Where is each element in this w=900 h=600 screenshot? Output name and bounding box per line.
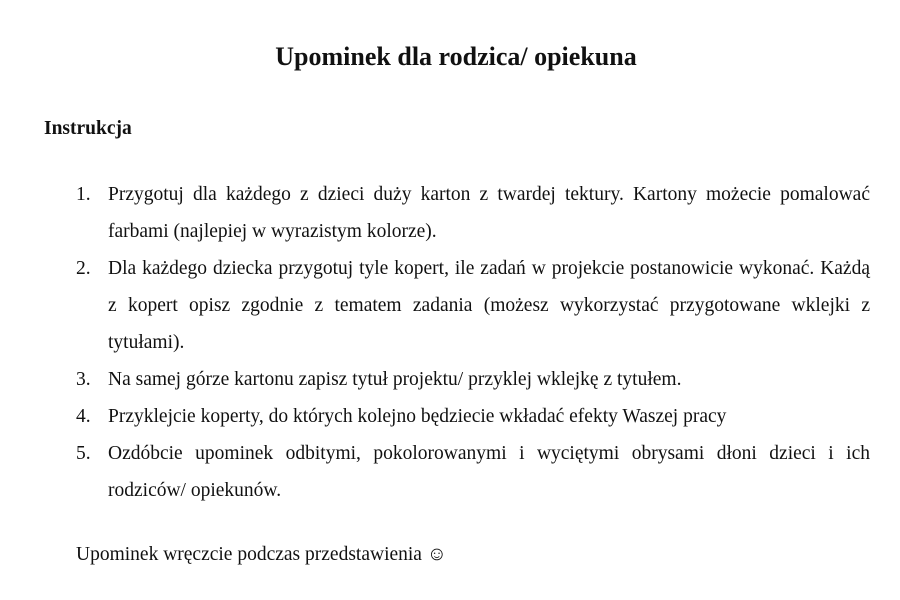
list-item: [76, 435, 870, 509]
list-item-number: 1.: [76, 184, 91, 205]
list-item-text: Na samej górze kartonu zapisz tytuł projektu/ przyklej wklejkę z tytułem.: [108, 369, 682, 390]
list-item-number: 2.: [76, 258, 91, 279]
list-item: [76, 176, 870, 250]
list-item-text: Ozdóbcie upominek odbitymi, pokolorowanymi i wyciętymi obrysami dłoni dzieci i ich rodziców/ opiekunów.: [108, 443, 870, 501]
list-item-text: Przygotuj dla każdego z dzieci duży karton z twardej tektury. Kartony możecie pomalować farbami (najlepiej w wyrazistym kolorze).: [108, 184, 870, 242]
document-title: Upominek dla rodzica/ opiekuna: [275, 42, 637, 71]
list-item: [76, 250, 870, 361]
list-item-number: 4.: [76, 406, 91, 427]
list-item-text: Dla każdego dziecka przygotuj tyle kopert, ile zadań w projekcie postanowicie wykonać. Każdą z kopert opisz zgodnie z tematem zadania (możesz wykorzystać przygotowane wklejki z tytułami).: [108, 258, 870, 353]
list-item-number: 3.: [76, 369, 91, 390]
list-item-text: Przyklejcie koperty, do których kolejno będziecie wkładać efekty Waszej pracy: [108, 406, 727, 427]
list-item-number: 5.: [76, 443, 91, 464]
instruction-list: [76, 176, 870, 509]
list-item: [76, 361, 870, 398]
closing-note: Upominek wręczcie podczas przedstawienia ☺: [76, 544, 447, 565]
section-heading: Instrukcja: [44, 118, 132, 139]
list-item: [76, 398, 870, 435]
